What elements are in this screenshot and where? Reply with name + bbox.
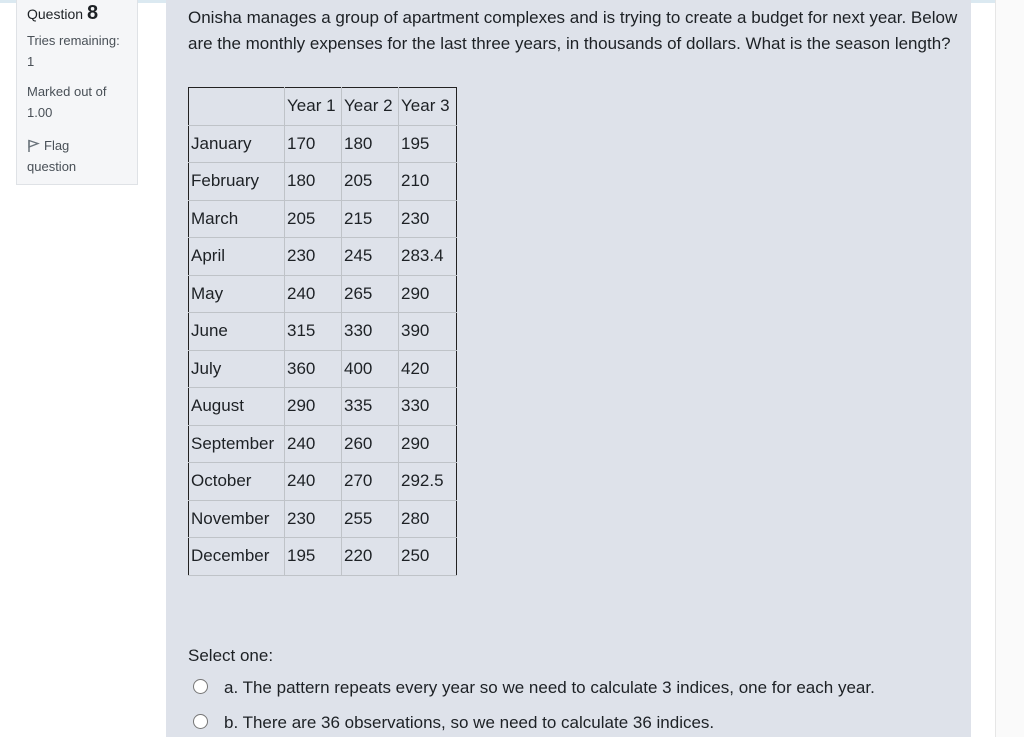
- table-row: [189, 238, 457, 276]
- value-cell: 180: [285, 163, 342, 201]
- flag-icon: [27, 139, 40, 152]
- value-cell: 230: [285, 500, 342, 538]
- marked-out-of-value: 1.00: [27, 105, 53, 120]
- value-cell: 315: [285, 313, 342, 351]
- answer-option-b-label: b. There are 36 observations, so we need to calculate 36 indices.: [224, 713, 715, 732]
- table-row: [189, 538, 457, 576]
- value-cell: 245: [342, 238, 399, 276]
- value-cell: 240: [285, 425, 342, 463]
- value-cell: 220: [342, 538, 399, 576]
- table-row: [189, 313, 457, 351]
- value-cell: 290: [399, 275, 457, 313]
- value-cell: 420: [399, 350, 457, 388]
- month-cell: November: [189, 500, 285, 538]
- month-cell: September: [189, 425, 285, 463]
- table-row: [189, 463, 457, 501]
- flag-label: Flag: [44, 138, 70, 153]
- table-row: [189, 200, 457, 238]
- table-header-cell: [189, 88, 285, 126]
- question-number: 8: [87, 2, 99, 24]
- value-cell: 240: [285, 463, 342, 501]
- question-content-area: [166, 0, 971, 737]
- month-cell: July: [189, 350, 285, 388]
- scrollbar[interactable]: [995, 0, 1024, 737]
- question-text: Onisha manages a group of apartment complexes and is trying to create a budget for next year. Below are the monthly expenses for the last three years, in thousands of dollars. What is the season length?: [188, 8, 958, 53]
- value-cell: 270: [342, 463, 399, 501]
- answer-option-b[interactable]: [193, 713, 714, 733]
- question-label: Question: [27, 6, 84, 22]
- answer-option-a[interactable]: [193, 678, 875, 698]
- value-cell: 280: [399, 500, 457, 538]
- value-cell: 283.4: [399, 238, 457, 276]
- value-cell: 335: [342, 388, 399, 426]
- table-header-cell: Year 2: [342, 88, 399, 126]
- value-cell: 170: [285, 125, 342, 163]
- radio-button-a[interactable]: [193, 679, 208, 694]
- answer-option-a-label: a. The pattern repeats every year so we need to calculate 3 indices, one for each year.: [224, 678, 875, 697]
- marked-out-of-label: Marked out of: [27, 84, 107, 99]
- value-cell: 195: [399, 125, 457, 163]
- table-row: [189, 125, 457, 163]
- table-row: [189, 425, 457, 463]
- month-cell: June: [189, 313, 285, 351]
- month-cell: May: [189, 275, 285, 313]
- table-header-cell: Year 3: [399, 88, 457, 126]
- value-cell: 230: [399, 200, 457, 238]
- question-number-heading: [27, 2, 98, 25]
- value-cell: 210: [399, 163, 457, 201]
- flag-label-question: question: [27, 159, 77, 174]
- tries-remaining-label: Tries remaining:: [27, 33, 120, 48]
- value-cell: 180: [342, 125, 399, 163]
- value-cell: 400: [342, 350, 399, 388]
- table-row: [189, 388, 457, 426]
- month-cell: January: [189, 125, 285, 163]
- tries-remaining-value: 1: [27, 54, 35, 69]
- month-cell: December: [189, 538, 285, 576]
- table-header-row: [189, 88, 457, 126]
- table-row: [189, 350, 457, 388]
- table-row: [189, 163, 457, 201]
- table-header-cell: Year 1: [285, 88, 342, 126]
- value-cell: 255: [342, 500, 399, 538]
- month-cell: August: [189, 388, 285, 426]
- flag-question-link[interactable]: [27, 135, 127, 177]
- value-cell: 290: [285, 388, 342, 426]
- value-cell: 215: [342, 200, 399, 238]
- value-cell: 292.5: [399, 463, 457, 501]
- value-cell: 330: [342, 313, 399, 351]
- value-cell: 205: [342, 163, 399, 201]
- value-cell: 240: [285, 275, 342, 313]
- value-cell: 205: [285, 200, 342, 238]
- value-cell: 265: [342, 275, 399, 313]
- table-row: [189, 275, 457, 313]
- value-cell: 290: [399, 425, 457, 463]
- select-one-prompt: Select one:: [188, 646, 274, 665]
- table-row: [189, 500, 457, 538]
- value-cell: 360: [285, 350, 342, 388]
- value-cell: 260: [342, 425, 399, 463]
- month-cell: October: [189, 463, 285, 501]
- value-cell: 230: [285, 238, 342, 276]
- question-info-panel: [16, 0, 138, 185]
- month-cell: February: [189, 163, 285, 201]
- value-cell: 195: [285, 538, 342, 576]
- month-cell: April: [189, 238, 285, 276]
- value-cell: 390: [399, 313, 457, 351]
- expenses-table: [188, 87, 457, 576]
- value-cell: 330: [399, 388, 457, 426]
- radio-button-b[interactable]: [193, 714, 208, 729]
- value-cell: 250: [399, 538, 457, 576]
- month-cell: March: [189, 200, 285, 238]
